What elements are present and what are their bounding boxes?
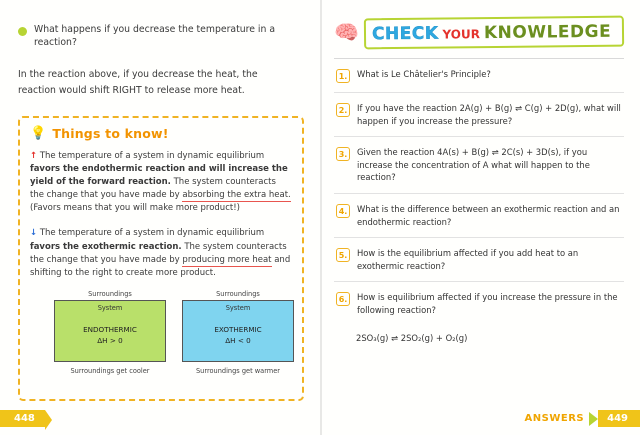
check-your-knowledge-header: [334, 10, 624, 54]
chevron-right-icon: [589, 412, 598, 426]
endo-caption: Surroundings get cooler: [70, 367, 150, 376]
question-body: What is Le Châtelier's Principle?: [357, 69, 491, 79]
cyk-check-word: CHECK: [371, 23, 439, 44]
item1-text-a: The temperature of a system in dynamic equilibrium: [39, 150, 265, 161]
question-item: [334, 282, 624, 325]
question-number: 2.: [336, 103, 350, 117]
endo-system-tag: System: [97, 304, 123, 313]
item2-text-c: The system counteracts the change that you have made by: [30, 241, 287, 265]
exo-caption: Surroundings get warmer: [196, 367, 280, 376]
right-page: [320, 0, 640, 435]
brain-icon: 🧠: [334, 20, 359, 44]
bullet-dot-icon: [18, 27, 27, 36]
exothermic-diagram: [182, 290, 294, 375]
endo-name: ENDOTHERMIC: [83, 324, 137, 334]
endo-delta-h: ΔH > 0: [97, 335, 123, 345]
item2-text-a: The temperature of a system in dynamic equilibrium: [39, 228, 265, 239]
left-page-footer: [0, 410, 45, 427]
question-number: 4.: [336, 204, 350, 218]
question-equation: 2SO₃(g) ⇌ 2SO₂(g) + O₂(g): [356, 332, 468, 343]
question-item: [334, 238, 624, 282]
question-body: How is equilibrium affected if you increase the pressure in the following reaction?: [357, 292, 618, 316]
item2-text-d: and shifting to the right to create more product.: [30, 254, 291, 278]
item1-text-b: favors the endothermic reaction and will increase the yield of the forward reaction.: [30, 163, 288, 187]
answers-link[interactable]: [525, 412, 599, 426]
things-to-know-label: Things to know!: [52, 125, 169, 141]
question-number: 5.: [336, 248, 350, 262]
exo-system-box: [182, 300, 294, 362]
down-arrow-icon: ↓: [30, 228, 38, 239]
question-number: 1.: [336, 69, 350, 83]
answers-label: ANSWERS: [524, 413, 585, 424]
question-number: 3.: [336, 147, 350, 161]
item2-underlined: producing more heat: [182, 254, 272, 265]
right-page-number: 449: [598, 410, 640, 427]
lightbulb-icon: 💡: [30, 125, 47, 141]
question-item: [334, 93, 624, 137]
question-item: [334, 59, 624, 93]
question-body: If you have the reaction 2A(g) + B(g) ⇌ C(g) + 2D(g), what will happen if you increase the pressure?: [357, 103, 621, 126]
exo-system-tag: System: [225, 304, 251, 313]
endo-surroundings-label: Surroundings: [88, 290, 132, 299]
question-body: How is the equilibrium affected if you add heat to an exothermic reaction?: [357, 248, 579, 271]
item2-text-b: favors the exothermic reaction.: [30, 241, 182, 252]
endothermic-diagram: [54, 290, 166, 375]
up-arrow-icon: ↑: [30, 150, 38, 161]
exo-surroundings-label: Surroundings: [216, 290, 260, 299]
thermo-diagram: [30, 290, 292, 402]
things-to-know-box: [18, 116, 304, 401]
things-item-1: [30, 150, 292, 216]
answer-paragraph: In the reaction above, if you decrease the heat, the reaction would shift RIGHT to release more heat.: [18, 69, 258, 97]
things-to-know-title: [30, 126, 292, 141]
question-item: [334, 194, 624, 238]
item1-text-c: The system counteracts the change that you have made by: [30, 176, 276, 201]
exo-delta-h: ΔH < 0: [225, 335, 251, 345]
question-bullet-line: [18, 24, 304, 49]
endo-system-box: [54, 300, 166, 362]
question-number: 6.: [336, 292, 350, 306]
question-item: [334, 137, 624, 194]
left-page-number: 448: [0, 410, 45, 427]
question-text: What happens if you decrease the temperature in a reaction?: [34, 24, 276, 48]
cyk-knowledge-word: KNOWLEDGE: [483, 21, 612, 43]
things-item-2: [30, 227, 292, 280]
question-body: Given the reaction 4A(s) + B(g) ⇌ 2C(s) + 3D(s), if you increase the concentration of A what will happen to the reaction?: [357, 147, 590, 183]
item1-text-d: (Favors means that you will make more product!): [30, 203, 240, 214]
cyk-banner: [364, 15, 624, 49]
cyk-your-word: YOUR: [442, 26, 480, 42]
exo-name: EXOTHERMIC: [214, 324, 262, 334]
item1-underlined: absorbing the extra heat.: [182, 190, 291, 201]
question-body: What is the difference between an exothermic reaction and an endothermic reaction?: [357, 204, 620, 227]
right-page-footer: [525, 410, 640, 427]
